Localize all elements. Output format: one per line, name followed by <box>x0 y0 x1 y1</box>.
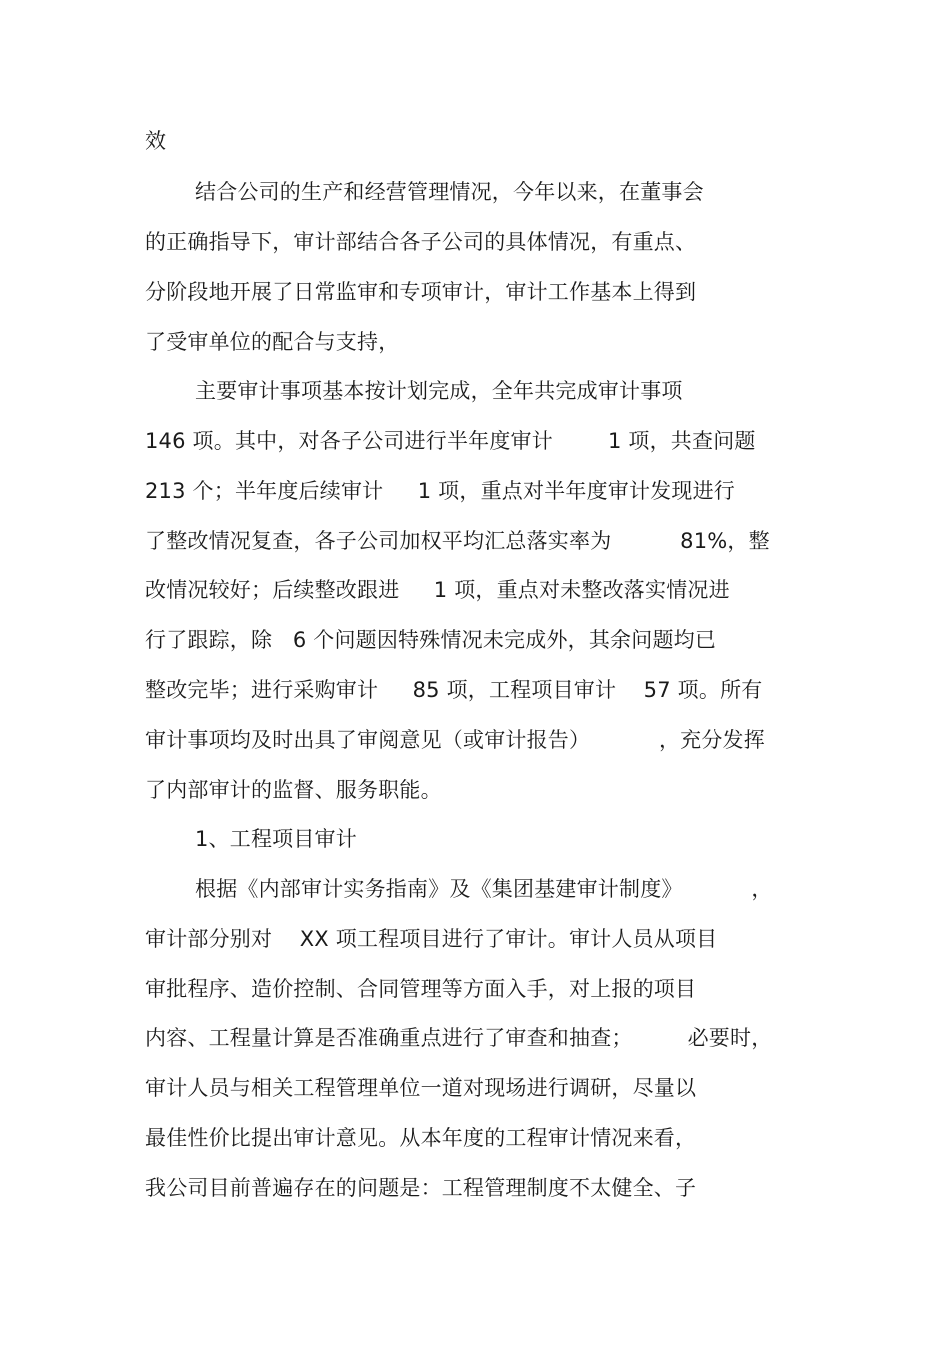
text-line: 了整改情况复查，各子公司加权平均汇总落实率为 81%，整 <box>145 529 770 553</box>
text-line: 整改完毕；进行采购审计 85 项，工程项目审计 57 项。所有 <box>145 678 763 702</box>
text-line: 审批程序、造价控制、合同管理等方面入手，对上报的项目 <box>145 977 697 1001</box>
text-line: 审计人员与相关工程管理单位一道对现场进行调研，尽量以 <box>145 1076 697 1100</box>
text-line: 分阶段地开展了日常监审和专项审计，审计工作基本上得到 <box>145 280 697 304</box>
section-heading: 1、工程项目审计 <box>195 827 357 851</box>
text-line: 的正确指导下，审计部结合各子公司的具体情况，有重点、 <box>145 230 697 254</box>
text-line: 效 <box>145 129 167 153</box>
text-line: 内容、工程量计算是否准确重点进行了审查和抽查； 必要时， <box>145 1026 773 1050</box>
paragraph-start-line: 结合公司的生产和经营管理情况，今年以来，在董事会 <box>195 180 704 204</box>
text-line: 审计部分别对 XX 项工程项目进行了审计。审计人员从项目 <box>145 927 718 951</box>
text-line: 213 个；半年度后续审计 1 项，重点对半年度审计发现进行 <box>145 479 735 503</box>
text-line: 了受审单位的配合与支持， <box>145 330 400 354</box>
text-line: 146 项。其中，对各子公司进行半年度审计 1 项，共查问题 <box>145 429 756 453</box>
text-line: 审计事项均及时出具了审阅意见（或审计报告） ，充分发挥 <box>145 728 765 752</box>
text-line: 改情况较好；后续整改跟进 1 项，重点对未整改落实情况进 <box>145 578 730 602</box>
paragraph-start-line: 主要审计事项基本按计划完成，全年共完成审计事项 <box>195 379 683 403</box>
text-line: 我公司目前普遍存在的问题是：工程管理制度不太健全、子 <box>145 1176 697 1200</box>
text-line: 最佳性价比提出审计意见。从本年度的工程审计情况来看， <box>145 1126 697 1150</box>
text-line: 了内部审计的监督、服务职能。 <box>145 778 442 802</box>
text-line: 行了跟踪，除 6 个问题因特殊情况未完成外，其余问题均已 <box>145 628 717 652</box>
paragraph-start-line: 根据《内部审计实务指南》及《集团基建审计制度》 ， <box>195 877 773 901</box>
